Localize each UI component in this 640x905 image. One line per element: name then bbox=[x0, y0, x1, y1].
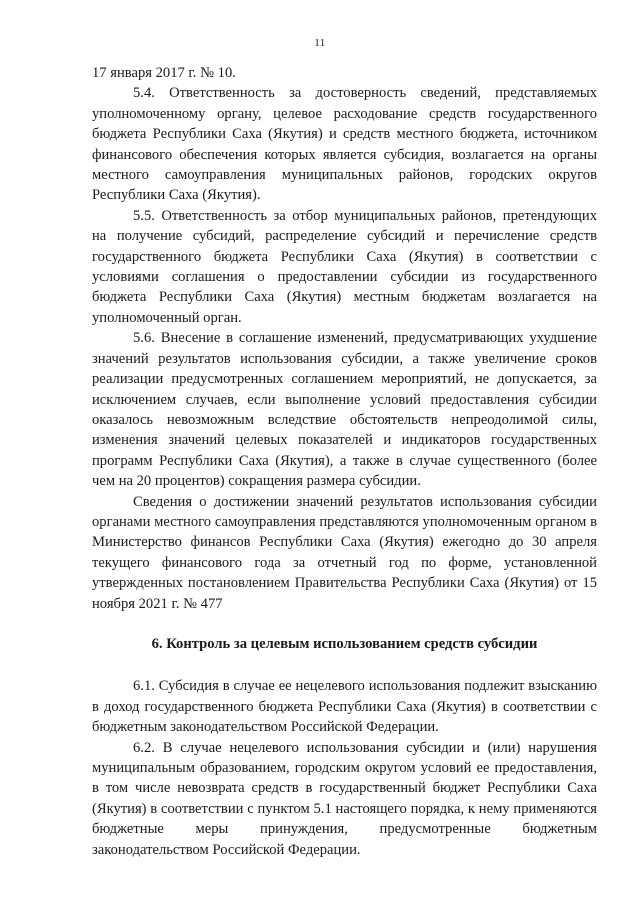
page-number: 11 bbox=[314, 37, 326, 49]
document-body bbox=[92, 63, 597, 860]
paragraph-6-2: 6.2. В случае нецелевого использования субсидии и (или) нарушения муниципальным образованием, городским округом условий ее предоставления, в том числе невозврата средств в государственный бюджет Республики Саха (Якутия) в соответствии с пунктом 5.1 настоящего порядка, к нему применяются бюджетные меры принуждения, предусмотренные бюджетным законодательством Российской Федерации. bbox=[92, 739, 597, 858]
paragraph-reporting: Сведения о достижении значений результатов использования субсидии органами местного самоуправления представляются уполномоченным органом в Министерство финансов Республики Саха (Якутия) ежегодно до 30 апреля текущего финансового года за отчетный год по форме, установленной утвержденных постановлением Правительства Республики Саха (Якутия) от 15 ноября 2021 г. № 477 bbox=[92, 493, 597, 612]
paragraph-5-6: 5.6. Внесение в соглашение изменений, предусматривающих ухудшение значений результатов использования субсидии, а также увеличение сроков реализации предусмотренных соглашением мероприятий, не допускается, за исключением случаев, если выполнение условий предоставления субсидии оказалось невозможным вследствие обстоятельств непреодолимой силы, изменения значений целевых показателей и индикаторов государственных программ Республики Саха (Якутия), а также в случае существенного (более чем на 20 процентов) сокращения размера субсидии. bbox=[92, 330, 597, 490]
paragraph-5-4: 5.4. Ответственность за достоверность сведений, представляемых уполномоченному органу, целевое расходование средств государственного бюджета Республики Саха (Якутия) и средств местного бюджета, источником финансового обеспечения которых является субсидия, возлагается на органы местного самоуправления муниципальных районов, городских округов Республики Саха (Якутия). bbox=[92, 85, 597, 204]
section-6-heading: 6. Контроль за целевым использованием средств субсидии bbox=[151, 635, 538, 652]
paragraph-5-5: 5.5. Ответственность за отбор муниципальных районов, претендующих на получение субсидий, распределение субсидий и перечисление средств государственного бюджета Республики Саха (Якутия) в соответствии с условиями соглашения о предоставлении субсидии из государственного бюджета Республики Саха (Якутия) местным бюджетам возлагается на уполномоченный орган. bbox=[92, 207, 597, 326]
paragraph-continuation: 17 января 2017 г. № 10. bbox=[92, 65, 236, 81]
paragraph-6-1: 6.1. Субсидия в случае ее нецелевого использования подлежит взысканию в доход государственного бюджета Республики Саха (Якутия) в соответствии с бюджетным законодательством Российской Федерации. bbox=[92, 678, 597, 736]
